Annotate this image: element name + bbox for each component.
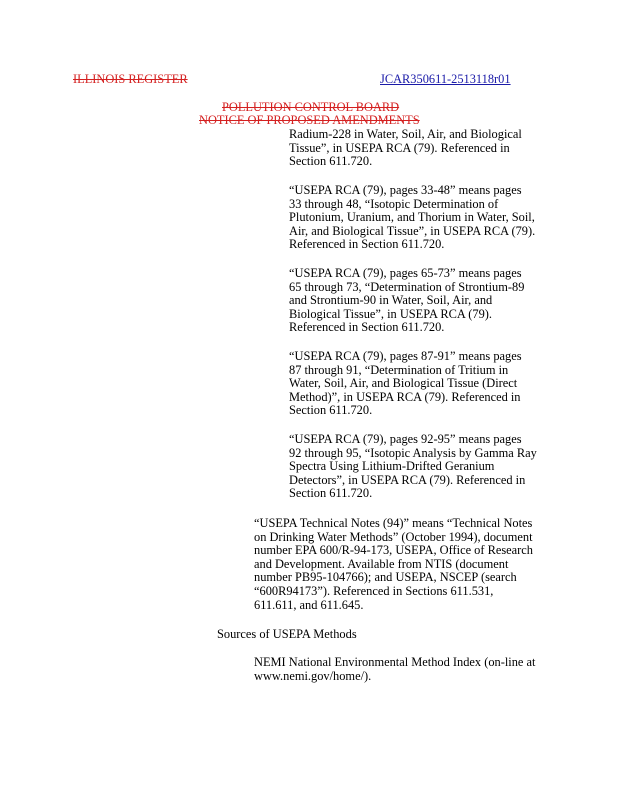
entry-rca-92-95 — [289, 433, 537, 501]
board-name: POLLUTION CONTROL BOARD — [222, 100, 400, 114]
entry-line: Referenced in Section 611.720. — [289, 320, 445, 335]
jcar-id: JCAR350611-2513118r01 — [380, 72, 511, 86]
entry-line: number PB95-104766); and USEPA, NSCEP (search — [254, 570, 517, 585]
entry-line: Detectors”, in USEPA RCA (79). Referenced in — [289, 472, 526, 487]
entry-line: number EPA 600/R-94-173, USEPA, Office of Research — [254, 543, 533, 558]
entry-line: “USEPA RCA (79), pages 65-73” means pages — [289, 266, 522, 280]
entry-line: “600R94173”). Referenced in Sections 611.531, — [254, 583, 494, 598]
notice-title: NOTICE OF PROPOSED AMENDMENTS — [199, 113, 420, 127]
entry-line: “USEPA RCA (79), pages 87-91” means pages — [289, 349, 522, 363]
entry-line: NEMI National Environmental Method Index (on-line at — [254, 655, 536, 669]
entry-line: Section 611.720. — [289, 403, 373, 418]
entry-line: and Development. Available from NTIS (document — [254, 556, 509, 571]
entry-line: “USEPA RCA (79), pages 33-48” means pages — [289, 183, 522, 197]
entry-line: Section 611.720. — [289, 486, 373, 501]
entry-line: 65 through 73, “Determination of Strontium-89 — [289, 279, 525, 294]
entry-line: 33 through 48, “Isotopic Determination of — [289, 196, 499, 211]
entry-radium — [289, 128, 522, 169]
entry-line: Method)”, in USEPA RCA (79). Referenced in — [289, 389, 521, 404]
entry-line: Water, Soil, Air, and Biological Tissue (Direct — [289, 376, 518, 391]
entry-line: Referenced in Section 611.720. — [289, 237, 445, 252]
entry-line: Section 611.720. — [289, 154, 373, 169]
entry-line: 87 through 91, “Determination of Tritium in — [289, 362, 509, 377]
entry-line: and Strontium-90 in Water, Soil, Air, and — [289, 293, 493, 308]
register-header: ILLINOIS REGISTER — [73, 72, 188, 86]
entry-line: Air, and Biological Tissue”, in USEPA RCA (79). — [289, 223, 536, 238]
entry-line: 92 through 95, “Isotopic Analysis by Gamma Ray — [289, 445, 537, 460]
entry-line: 611.611, and 611.645. — [254, 597, 364, 612]
entry-line: Plutonium, Uranium, and Thorium in Water, Soil, — [289, 210, 535, 225]
entry-line: www.nemi.gov/home/). — [254, 668, 372, 683]
entry-line: “USEPA RCA (79), pages 92-95” means pages — [289, 432, 522, 446]
entry-line: Tissue”, in USEPA RCA (79). Referenced in — [289, 140, 510, 155]
entry-line: on Drinking Water Methods” (October 1994), document — [254, 529, 533, 544]
entry-line: Spectra Using Lithium-Drifted Geranium — [289, 459, 495, 474]
entry-rca-87-91 — [289, 350, 522, 418]
entry-technical-notes — [254, 517, 533, 612]
entry-rca-65-73 — [289, 267, 524, 335]
entry-rca-33-48 — [289, 184, 535, 252]
entry-line: Biological Tissue”, in USEPA RCA (79). — [289, 306, 492, 321]
entry-line: Radium-228 in Water, Soil, Air, and Biological — [289, 127, 522, 141]
sources-heading: Sources of USEPA Methods — [217, 627, 357, 641]
entry-line: “USEPA Technical Notes (94)” means “Technical Notes — [254, 516, 533, 530]
entry-nemi — [254, 656, 535, 683]
